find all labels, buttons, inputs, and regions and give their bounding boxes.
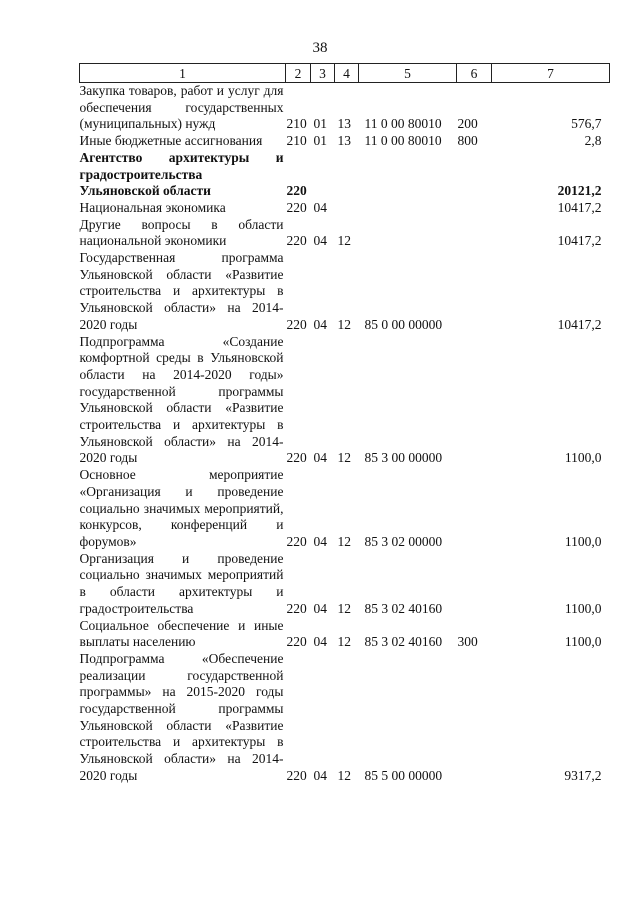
row-main-code-cell: 220 bbox=[286, 533, 307, 549]
row-name-cell: Основное мероприятие «Организация и проведение социально значимых мероприятий, конкурсов, конференций и форумов» bbox=[79, 467, 284, 549]
column-header: 2 bbox=[286, 64, 311, 83]
table-row bbox=[80, 250, 610, 334]
row-name-cell: Национальная экономика bbox=[79, 199, 226, 215]
row-expense-type-cell bbox=[457, 250, 492, 334]
row-section-cell: 04 bbox=[313, 450, 327, 466]
row-target-article-cell: 85 3 02 00000 bbox=[364, 533, 443, 549]
row-name-cell: Иные бюджетные ассигнования bbox=[79, 133, 263, 149]
column-header: 5 bbox=[359, 64, 457, 83]
row-section-cell: 04 bbox=[313, 316, 327, 332]
row-subsection-cell: 12 bbox=[337, 634, 351, 650]
column-header: 6 bbox=[457, 64, 492, 83]
row-section-cell: 04 bbox=[313, 199, 327, 215]
row-expense-type-cell: 800 bbox=[457, 133, 478, 149]
row-subsection-cell: 12 bbox=[337, 450, 351, 466]
budget-table bbox=[79, 63, 610, 785]
row-main-code-cell: 220 bbox=[286, 183, 307, 199]
row-section-cell: 01 bbox=[313, 133, 327, 149]
row-subsection-cell: 12 bbox=[337, 533, 351, 549]
row-expense-type-cell bbox=[457, 467, 492, 551]
row-target-article-cell: 85 3 02 40160 bbox=[364, 600, 443, 616]
row-expense-type-cell bbox=[457, 651, 492, 785]
row-target-article-cell bbox=[359, 200, 457, 217]
row-section-cell: 01 bbox=[313, 116, 327, 132]
row-main-code-cell: 220 bbox=[286, 316, 307, 332]
row-amount-cell: 1100,0 bbox=[564, 533, 602, 549]
row-name-cell: Социальное обеспечение и иные выплаты населению bbox=[79, 617, 284, 650]
row-amount-cell: 10417,2 bbox=[557, 199, 602, 215]
table-row bbox=[80, 150, 610, 200]
row-name-cell: Государственная программа Ульяновской области «Развитие строительства и архитектуры в Ульяновской области» на 2014-2020 годы bbox=[79, 250, 284, 332]
table-row bbox=[80, 651, 610, 785]
row-target-article-cell: 85 5 00 00000 bbox=[364, 767, 443, 783]
row-subsection-cell bbox=[335, 200, 359, 217]
column-header: 1 bbox=[80, 64, 286, 83]
row-expense-type-cell bbox=[457, 200, 492, 217]
row-target-article-cell bbox=[359, 150, 457, 200]
row-name-cell: Агентство архитектуры и градостроительства Ульяновской области bbox=[79, 149, 284, 199]
row-target-article-cell: 11 0 00 80010 bbox=[364, 133, 442, 149]
row-subsection-cell: 13 bbox=[337, 116, 351, 132]
row-section-cell bbox=[311, 150, 335, 200]
row-main-code-cell: 220 bbox=[286, 233, 307, 249]
row-section-cell: 04 bbox=[313, 533, 327, 549]
row-amount-cell: 10417,2 bbox=[557, 233, 602, 249]
row-expense-type-cell bbox=[457, 150, 492, 200]
column-header: 4 bbox=[335, 64, 359, 83]
table-header-row bbox=[80, 64, 610, 83]
row-target-article-cell bbox=[359, 217, 457, 250]
row-amount-cell: 20121,2 bbox=[557, 183, 602, 199]
row-main-code-cell: 220 bbox=[286, 600, 307, 616]
row-main-code-cell: 220 bbox=[286, 450, 307, 466]
row-amount-cell: 10417,2 bbox=[557, 316, 602, 332]
row-section-cell: 04 bbox=[313, 634, 327, 650]
table-row bbox=[80, 217, 610, 250]
row-target-article-cell: 11 0 00 80010 bbox=[364, 116, 442, 132]
page-number: 38 bbox=[312, 40, 328, 56]
row-amount-cell: 9317,2 bbox=[564, 767, 602, 783]
column-header: 7 bbox=[492, 64, 610, 83]
row-expense-type-cell bbox=[457, 334, 492, 468]
table-row bbox=[80, 133, 610, 150]
table-row bbox=[80, 200, 610, 217]
row-subsection-cell: 12 bbox=[337, 233, 351, 249]
row-name-cell: Другие вопросы в области национальной экономики bbox=[79, 216, 284, 249]
table-row bbox=[80, 551, 610, 618]
row-expense-type-cell bbox=[457, 551, 492, 618]
row-expense-type-cell bbox=[457, 217, 492, 250]
row-subsection-cell: 12 bbox=[337, 767, 351, 783]
row-name-cell: Закупка товаров, работ и услуг для обеспечения государственных (муниципальных) нужд bbox=[79, 83, 284, 132]
row-subsection-cell: 12 bbox=[337, 600, 351, 616]
row-amount-cell: 1100,0 bbox=[564, 600, 602, 616]
row-section-cell: 04 bbox=[313, 767, 327, 783]
row-main-code-cell: 220 bbox=[286, 199, 307, 215]
row-amount-cell: 576,7 bbox=[571, 116, 602, 132]
table-row bbox=[80, 618, 610, 651]
row-expense-type-cell: 200 bbox=[457, 116, 478, 132]
row-amount-cell: 1100,0 bbox=[564, 634, 602, 650]
row-subsection-cell bbox=[335, 150, 359, 200]
row-main-code-cell: 220 bbox=[286, 634, 307, 650]
row-amount-cell: 2,8 bbox=[584, 133, 602, 149]
row-section-cell: 04 bbox=[313, 600, 327, 616]
table-body bbox=[80, 83, 610, 785]
row-main-code-cell: 220 bbox=[286, 767, 307, 783]
row-amount-cell: 1100,0 bbox=[564, 450, 602, 466]
row-name-cell: Подпрограмма «Обеспечение реализации государственной программы» на 2015-2020 годы государственной программы Ульяновской области «Развитие строительства и архитектуры в Ульяновской области» на 2014-2020 годы bbox=[79, 650, 284, 783]
row-main-code-cell: 210 bbox=[286, 116, 307, 132]
row-target-article-cell: 85 3 00 00000 bbox=[364, 450, 443, 466]
row-subsection-cell: 13 bbox=[337, 133, 351, 149]
row-name-cell: Подпрограмма «Создание комфортной среды в Ульяновской области на 2014-2020 годы» государственной программы Ульяновской области «Развитие строительства и архитектуры в Ульяновской области» на 2014-2020 годы bbox=[79, 333, 284, 466]
row-section-cell: 04 bbox=[313, 233, 327, 249]
row-target-article-cell: 85 0 00 00000 bbox=[364, 316, 443, 332]
row-expense-type-cell: 300 bbox=[457, 634, 478, 650]
table-row bbox=[80, 83, 610, 134]
table-row bbox=[80, 334, 610, 468]
table-row bbox=[80, 467, 610, 551]
row-subsection-cell: 12 bbox=[337, 316, 351, 332]
row-name-cell: Организация и проведение социально значимых мероприятий в области архитектуры и градостроительства bbox=[79, 550, 284, 616]
row-target-article-cell: 85 3 02 40160 bbox=[364, 634, 443, 650]
row-main-code-cell: 210 bbox=[286, 133, 307, 149]
column-header: 3 bbox=[311, 64, 335, 83]
